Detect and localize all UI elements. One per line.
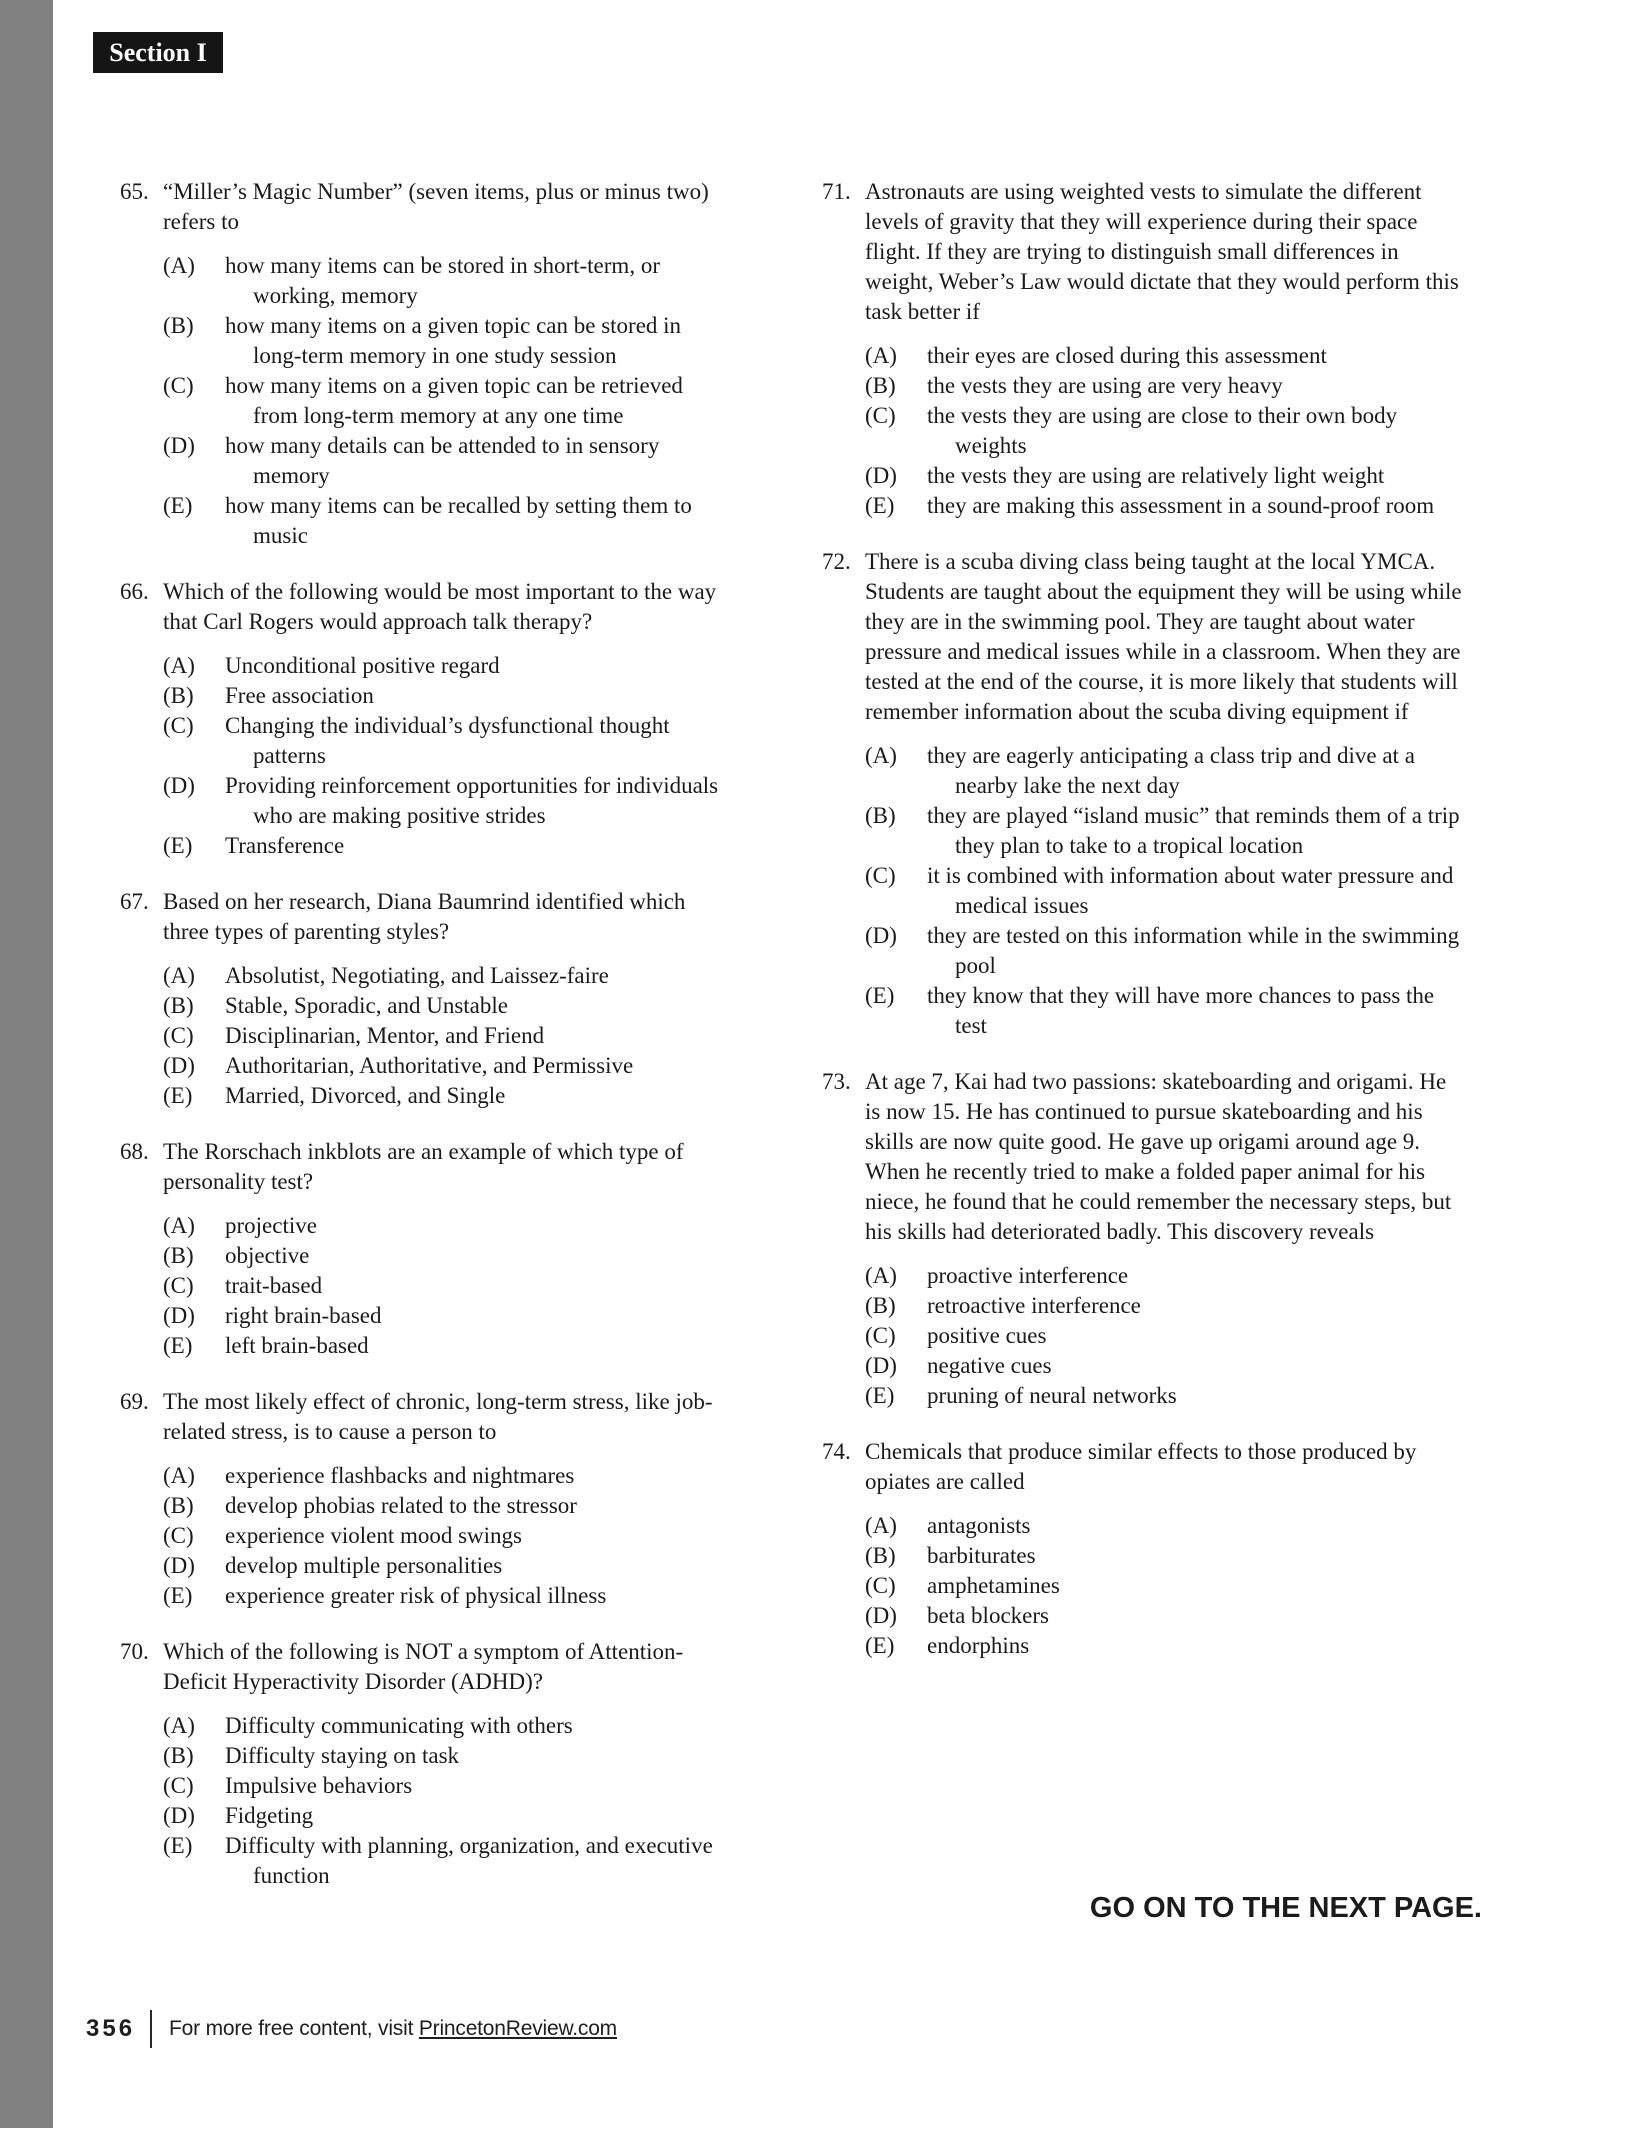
question-number: 71. (822, 179, 851, 204)
answer-option (163, 251, 720, 311)
answer-option (865, 1351, 1462, 1381)
question (822, 177, 1462, 521)
question (120, 1637, 720, 1891)
option-letter: (B) (163, 993, 194, 1018)
option-letter: (B) (865, 1543, 896, 1568)
question (822, 1067, 1462, 1411)
option-text: Transference (225, 833, 345, 858)
question-number: 70. (120, 1639, 149, 1664)
options-list (120, 1211, 720, 1361)
option-text: they know that they will have more chances to pass the test (927, 983, 1435, 1038)
option-text: the vests they are using are very heavy (927, 373, 1283, 398)
option-text: their eyes are closed during this assessment (927, 343, 1327, 368)
option-text: Disciplinarian, Mentor, and Friend (225, 1023, 545, 1048)
option-text: negative cues (927, 1353, 1052, 1378)
option-text: the vests they are using are relatively light weight (927, 463, 1385, 488)
option-text: Fidgeting (225, 1803, 314, 1828)
answer-option (865, 1321, 1462, 1351)
answer-option (163, 371, 720, 431)
option-letter: (D) (163, 773, 195, 798)
option-letter: (B) (865, 373, 896, 398)
answer-option (163, 1801, 720, 1831)
question-stem: There is a scuba diving class being taught at the local YMCA. Students are taught about the equipment they will be using while they are in the swimming pool. They are taught about water pressure and medical issues while in a classroom. When they are tested at the end of the course, it is more likely that students will remember information about the scuba diving equipment if (865, 549, 1462, 724)
question-number: 68. (120, 1139, 149, 1164)
question-stem: “Miller’s Magic Number” (seven items, plus or minus two) refers to (163, 179, 709, 234)
question-stem: Chemicals that produce similar effects to those produced by opiates are called (865, 1439, 1417, 1494)
answer-option (163, 1271, 720, 1301)
options-list (120, 251, 720, 551)
answer-option (163, 1461, 720, 1491)
option-letter: (A) (163, 253, 195, 278)
answer-option (163, 771, 720, 831)
question-stem-row (822, 547, 1462, 727)
option-letter: (D) (163, 1803, 195, 1828)
option-letter: (C) (163, 1773, 194, 1798)
answer-option (163, 1241, 720, 1271)
question-stem: Astronauts are using weighted vests to simulate the different levels of gravity that they will experience during their space flight. If they are trying to distinguish small differences in weight, Weber’s Law would dictate that they would perform this task better if (865, 179, 1459, 324)
option-letter: (A) (865, 743, 897, 768)
question (120, 577, 720, 861)
option-text: pruning of neural networks (927, 1383, 1177, 1408)
footer-divider (150, 2010, 152, 2048)
answer-option (865, 491, 1462, 521)
answer-option (163, 681, 720, 711)
answer-option (163, 1051, 720, 1081)
option-text: retroactive interference (927, 1293, 1141, 1318)
option-letter: (D) (163, 433, 195, 458)
option-letter: (A) (163, 1213, 195, 1238)
options-list (822, 341, 1462, 521)
question-stem-row (120, 887, 720, 947)
option-text: the vests they are using are close to their own body weights (927, 403, 1398, 458)
option-letter: (A) (163, 1713, 195, 1738)
answer-option (163, 1491, 720, 1521)
option-letter: (C) (163, 1273, 194, 1298)
option-letter: (A) (163, 1463, 195, 1488)
option-text: Unconditional positive regard (225, 653, 500, 678)
question (120, 1387, 720, 1611)
answer-option (865, 1261, 1462, 1291)
option-text: objective (225, 1243, 310, 1268)
question-number: 65. (120, 179, 149, 204)
answer-option (163, 1741, 720, 1771)
option-letter: (E) (163, 833, 193, 858)
question-number: 66. (120, 579, 149, 604)
option-letter: (C) (163, 373, 194, 398)
option-text: trait-based (225, 1273, 323, 1298)
answer-option (865, 801, 1462, 861)
option-text: Difficulty communicating with others (225, 1713, 573, 1738)
option-letter: (C) (865, 1323, 896, 1348)
option-text: develop phobias related to the stressor (225, 1493, 577, 1518)
answer-option (163, 991, 720, 1021)
question (120, 177, 720, 551)
option-text: Married, Divorced, and Single (225, 1083, 506, 1108)
option-letter: (D) (163, 1303, 195, 1328)
footer-prefix: For more free content, visit (169, 2017, 419, 2040)
question-number: 74. (822, 1439, 851, 1464)
answer-option (865, 1541, 1462, 1571)
option-letter: (C) (865, 863, 896, 888)
option-letter: (B) (163, 1243, 194, 1268)
option-text: they are making this assessment in a sound-proof room (927, 493, 1435, 518)
question (822, 1437, 1462, 1661)
option-text: right brain-based (225, 1303, 382, 1328)
option-text: develop multiple personalities (225, 1553, 503, 1578)
options-list (822, 741, 1462, 1041)
question-stem: The most likely effect of chronic, long-term stress, like job-related stress, is to cause a person to (163, 1389, 713, 1444)
option-letter: (D) (865, 1353, 897, 1378)
option-letter: (E) (163, 1333, 193, 1358)
answer-option (865, 461, 1462, 491)
option-letter: (A) (163, 963, 195, 988)
option-letter: (C) (865, 403, 896, 428)
option-text: how many items on a given topic can be stored in long-term memory in one study session (225, 313, 682, 368)
option-text: Free association (225, 683, 374, 708)
section-badge (93, 32, 223, 73)
questions-column-left (120, 177, 720, 1891)
option-text: barbiturates (927, 1543, 1036, 1568)
page-edge-strip (0, 0, 53, 2128)
answer-option (163, 1211, 720, 1241)
answer-option (163, 431, 720, 491)
question (120, 887, 720, 1111)
option-letter: (A) (865, 343, 897, 368)
option-text: they are played “island music” that reminds them of a trip they plan to take to a tropical location (927, 803, 1460, 858)
answer-option (163, 961, 720, 991)
answer-option (163, 1581, 720, 1611)
option-letter: (E) (163, 493, 193, 518)
option-text: experience greater risk of physical illness (225, 1583, 607, 1608)
answer-option (163, 1831, 720, 1891)
option-text: positive cues (927, 1323, 1047, 1348)
question-number: 67. (120, 889, 149, 914)
option-text: Impulsive behaviors (225, 1773, 413, 1798)
answer-option (163, 711, 720, 771)
answer-option (865, 741, 1462, 801)
answer-option (163, 1331, 720, 1361)
option-letter: (B) (865, 1293, 896, 1318)
option-letter: (A) (865, 1263, 897, 1288)
option-letter: (D) (163, 1553, 195, 1578)
question-stem-row (120, 1387, 720, 1447)
go-on-instruction: GO ON TO THE NEXT PAGE. (1089, 1892, 1482, 1924)
option-text: Difficulty with planning, organization, and executive function (225, 1833, 713, 1888)
option-letter: (C) (163, 1023, 194, 1048)
options-list (120, 651, 720, 861)
answer-option (865, 1291, 1462, 1321)
option-letter: (C) (163, 713, 194, 738)
question-stem: Based on her research, Diana Baumrind identified which three types of parenting styles? (163, 889, 686, 944)
question-stem: Which of the following is NOT a symptom of Attention-Deficit Hyperactivity Disorder (ADHD)? (163, 1639, 684, 1694)
options-list (822, 1511, 1462, 1661)
answer-option (163, 491, 720, 551)
option-text: Stable, Sporadic, and Unstable (225, 993, 508, 1018)
section-label: Section I (109, 37, 207, 67)
questions-column-right (822, 177, 1462, 1661)
question-stem-row (822, 177, 1462, 327)
options-list (120, 1711, 720, 1891)
option-text: it is combined with information about water pressure and medical issues (927, 863, 1454, 918)
option-text: projective (225, 1213, 317, 1238)
option-text: Changing the individual’s dysfunctional thought patterns (225, 713, 670, 768)
option-text: beta blockers (927, 1603, 1049, 1628)
answer-option (163, 1711, 720, 1741)
question-stem-row (822, 1067, 1462, 1247)
footer-text (169, 2017, 617, 2041)
option-text: antagonists (927, 1513, 1031, 1538)
question-stem-row (822, 1437, 1462, 1497)
option-text: experience flashbacks and nightmares (225, 1463, 575, 1488)
option-letter: (E) (163, 1583, 193, 1608)
option-text: left brain-based (225, 1333, 369, 1358)
question-number: 72. (822, 549, 851, 574)
option-letter: (B) (163, 1743, 194, 1768)
option-text: how many items can be recalled by setting them to music (225, 493, 692, 548)
option-letter: (A) (865, 1513, 897, 1538)
page-footer (86, 2010, 617, 2048)
answer-option (163, 311, 720, 371)
option-text: how many items can be stored in short-term, or working, memory (225, 253, 660, 308)
option-letter: (E) (163, 1833, 193, 1858)
option-letter: (B) (865, 803, 896, 828)
option-letter: (D) (865, 463, 897, 488)
question-stem: The Rorschach inkblots are an example of which type of personality test? (163, 1139, 684, 1194)
question (120, 1137, 720, 1361)
option-text: they are tested on this information while in the swimming pool (927, 923, 1460, 978)
answer-option (865, 371, 1462, 401)
answer-option (865, 921, 1462, 981)
option-text: Absolutist, Negotiating, and Laissez-faire (225, 963, 609, 988)
answer-option (163, 1081, 720, 1111)
question-number: 73. (822, 1069, 851, 1094)
answer-option (865, 341, 1462, 371)
question-stem-row (120, 177, 720, 237)
option-text: proactive interference (927, 1263, 1129, 1288)
option-text: experience violent mood swings (225, 1523, 523, 1548)
answer-option (865, 1571, 1462, 1601)
option-letter: (C) (163, 1523, 194, 1548)
option-letter: (B) (163, 683, 194, 708)
answer-option (865, 1511, 1462, 1541)
question-number: 69. (120, 1389, 149, 1414)
answer-option (163, 831, 720, 861)
page-number: 356 (86, 2015, 136, 2042)
option-text: Authoritarian, Authoritative, and Permissive (225, 1053, 634, 1078)
option-text: how many items on a given topic can be retrieved from long-term memory at any one time (225, 373, 683, 428)
princeton-review-link[interactable]: PrincetonReview.com (418, 2017, 617, 2040)
question-stem: Which of the following would be most important to the way that Carl Rogers would approach talk therapy? (163, 579, 717, 634)
answer-option (865, 401, 1462, 461)
option-letter: (E) (163, 1083, 193, 1108)
option-text: amphetamines (927, 1573, 1060, 1598)
option-letter: (A) (163, 653, 195, 678)
option-letter: (D) (865, 1603, 897, 1628)
option-letter: (E) (865, 1383, 895, 1408)
option-letter: (D) (163, 1053, 195, 1078)
answer-option (163, 1521, 720, 1551)
option-letter: (B) (163, 1493, 194, 1518)
question-stem: At age 7, Kai had two passions: skateboarding and origami. He is now 15. He has continued to pursue skateboarding and his skills are now quite good. He gave up origami around age 9. When he recently tried to make a folded paper animal for his niece, he found that he could remember the necessary steps, but his skills had deteriorated badly. This discovery reveals (865, 1069, 1452, 1244)
answer-option (865, 861, 1462, 921)
options-list (120, 961, 720, 1111)
answer-option (865, 1601, 1462, 1631)
option-text: they are eagerly anticipating a class trip and dive at a nearby lake the next day (927, 743, 1415, 798)
option-letter: (D) (865, 923, 897, 948)
question-stem-row (120, 1137, 720, 1197)
answer-option (865, 1631, 1462, 1661)
option-text: Difficulty staying on task (225, 1743, 460, 1768)
question-stem-row (120, 577, 720, 637)
answer-option (865, 1381, 1462, 1411)
options-list (120, 1461, 720, 1611)
option-letter: (E) (865, 1633, 895, 1658)
question-stem-row (120, 1637, 720, 1697)
option-text: how many details can be attended to in sensory memory (225, 433, 660, 488)
option-text: Providing reinforcement opportunities for individuals who are making positive strides (225, 773, 719, 828)
options-list (822, 1261, 1462, 1411)
option-letter: (E) (865, 983, 895, 1008)
answer-option (163, 1771, 720, 1801)
answer-option (163, 1301, 720, 1331)
answer-option (163, 651, 720, 681)
option-text: endorphins (927, 1633, 1030, 1658)
option-letter: (B) (163, 313, 194, 338)
option-letter: (E) (865, 493, 895, 518)
answer-option (865, 981, 1462, 1041)
option-letter: (C) (865, 1573, 896, 1598)
question (822, 547, 1462, 1041)
answer-option (163, 1551, 720, 1581)
answer-option (163, 1021, 720, 1051)
